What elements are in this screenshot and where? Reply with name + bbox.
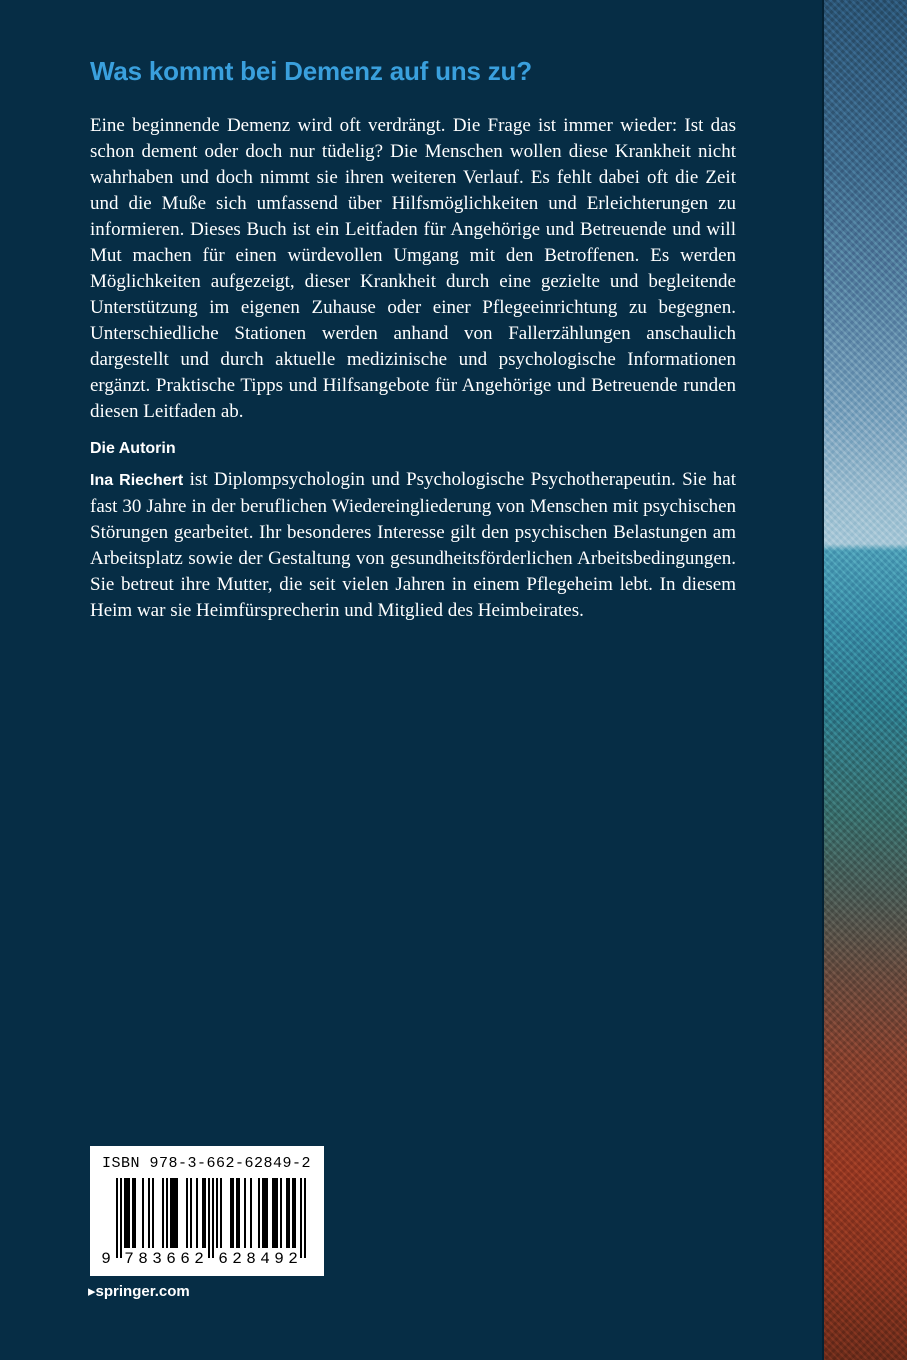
- barcode-bar: [166, 1178, 168, 1248]
- barcode-bar: [300, 1178, 302, 1258]
- barcode-bar: [230, 1178, 232, 1248]
- barcode-digit: 9: [101, 1250, 111, 1268]
- barcode-bar: [208, 1178, 210, 1258]
- barcode-bar: [134, 1178, 136, 1248]
- barcode-bar: [212, 1178, 214, 1258]
- barcode-bar: [250, 1178, 252, 1248]
- barcode-digit: 8: [138, 1250, 148, 1268]
- barcode-bar: [162, 1178, 164, 1248]
- barcode-bar: [244, 1178, 246, 1248]
- barcode-bar: [272, 1178, 274, 1248]
- springer-link-text: springer.com: [95, 1283, 190, 1300]
- isbn-barcode: [90, 1146, 324, 1276]
- barcode-digit: 4: [260, 1250, 270, 1268]
- link-arrow-icon: ▸: [88, 1283, 96, 1300]
- cover-art-edge: [822, 0, 824, 1360]
- springer-link[interactable]: [88, 1282, 190, 1300]
- barcode-bar: [148, 1178, 150, 1248]
- barcode-bar: [186, 1178, 188, 1248]
- author-bio-paragraph: [90, 467, 736, 624]
- book-description: Eine beginnende Demenz wird oft verdrängt. Die Frage ist immer wieder: Ist das schon dement oder doch nur tüdelig? Die Menschen wollen diese Krankheit nicht wahrhaben und doch nimmt sie ihren weiteren Verlauf. Es fehlt dabei oft die Zeit und die Muße sich umfassend über Hilfsmöglichkeiten und Erleichterungen zu informieren. Dieses Buch ist ein Leitfaden für Angehörige und Betreuende und will Mut machen für einen würdevollen Umgang mit den Betroffenen. Es werden Möglichkeiten aufgezeigt, dieser Krankheit durch eine gezielte und begleitende Unterstützung im eigenen Zuhause oder einer Pflegeeinrichtung zu begegnen. Unterschiedliche Stationen werden anhand von Fallerzählungen anschaulich dargestellt und durch aktuelle medizinische und psychologische Informationen ergänzt. Praktische Tipps und Hilfsangebote für Angehörige und Betreuende runden diesen Leitfaden ab.: [90, 115, 736, 422]
- barcode-bar: [190, 1178, 192, 1248]
- barcode-bar: [292, 1178, 294, 1248]
- isbn-label: ISBN 978-3-662-62849-2: [102, 1155, 312, 1172]
- barcode-bar: [280, 1178, 282, 1248]
- barcode-bar: [132, 1178, 134, 1248]
- barcode-bar: [196, 1178, 198, 1248]
- barcode-bar: [120, 1178, 122, 1258]
- barcode-digit: 6: [218, 1250, 228, 1268]
- barcode-digit: 6: [180, 1250, 190, 1268]
- barcode-bar: [262, 1178, 264, 1248]
- barcode-bar: [202, 1178, 204, 1248]
- barcode-bar: [124, 1178, 126, 1248]
- headline: Was kommt bei Demenz auf uns zu?: [90, 56, 532, 86]
- barcode-digit: 3: [152, 1250, 162, 1268]
- barcode-bar: [152, 1178, 154, 1248]
- barcode-graphic: [90, 1146, 324, 1276]
- barcode-digit: 2: [194, 1250, 204, 1268]
- barcode-bar: [216, 1178, 218, 1248]
- barcode-digit: 8: [246, 1250, 256, 1268]
- author-heading: Die Autorin: [90, 440, 176, 457]
- barcode-bar: [116, 1178, 118, 1258]
- barcode-bar: [286, 1178, 288, 1248]
- barcode-bar: [266, 1178, 268, 1248]
- barcode-bar: [294, 1178, 296, 1248]
- barcode-digit: 2: [232, 1250, 242, 1268]
- barcode-bar: [174, 1178, 176, 1248]
- barcode-bar: [236, 1178, 238, 1248]
- barcode-bar: [220, 1178, 222, 1248]
- barcode-bar: [128, 1178, 130, 1248]
- barcode-bar: [232, 1178, 234, 1248]
- barcode-bar: [274, 1178, 276, 1248]
- barcode-digit: 2: [288, 1250, 298, 1268]
- barcode-digit: 9: [274, 1250, 284, 1268]
- barcode-bar: [172, 1178, 174, 1248]
- barcode-digit: 6: [166, 1250, 176, 1268]
- barcode-bar: [126, 1178, 128, 1248]
- barcode-bar: [258, 1178, 260, 1248]
- barcode-bar: [288, 1178, 290, 1248]
- author-bio: ist Diplompsychologin und Psychologische Psychotherapeutin. Sie hat fast 30 Jahre in der beruflichen Wiedereingliederung von Menschen mit psychischen Störungen gearbeitet. Ihr besonderes Interesse gilt den psychischen Belastungen am Arbeitsplatz sowie der Gestaltung von gesundheitsförderlichen Arbeitsbedingungen. Sie betreut ihre Mutter, die seit vielen Jahren in einem Pflegeheim lebt. In diesem Heim war sie Heimfürsprecherin und Mitglied des Heimbeirates.: [90, 469, 736, 621]
- barcode-bar: [204, 1178, 206, 1248]
- cover-art-texture: [824, 0, 907, 1360]
- barcode-bar: [238, 1178, 240, 1248]
- barcode-bar: [276, 1178, 278, 1248]
- barcode-digit: 7: [124, 1250, 134, 1268]
- barcode-bar: [142, 1178, 144, 1248]
- barcode-bar: [176, 1178, 178, 1248]
- barcode-bar: [170, 1178, 172, 1248]
- barcode-bar: [264, 1178, 266, 1248]
- barcode-bar: [304, 1178, 306, 1258]
- author-name: Ina Riechert: [90, 472, 184, 489]
